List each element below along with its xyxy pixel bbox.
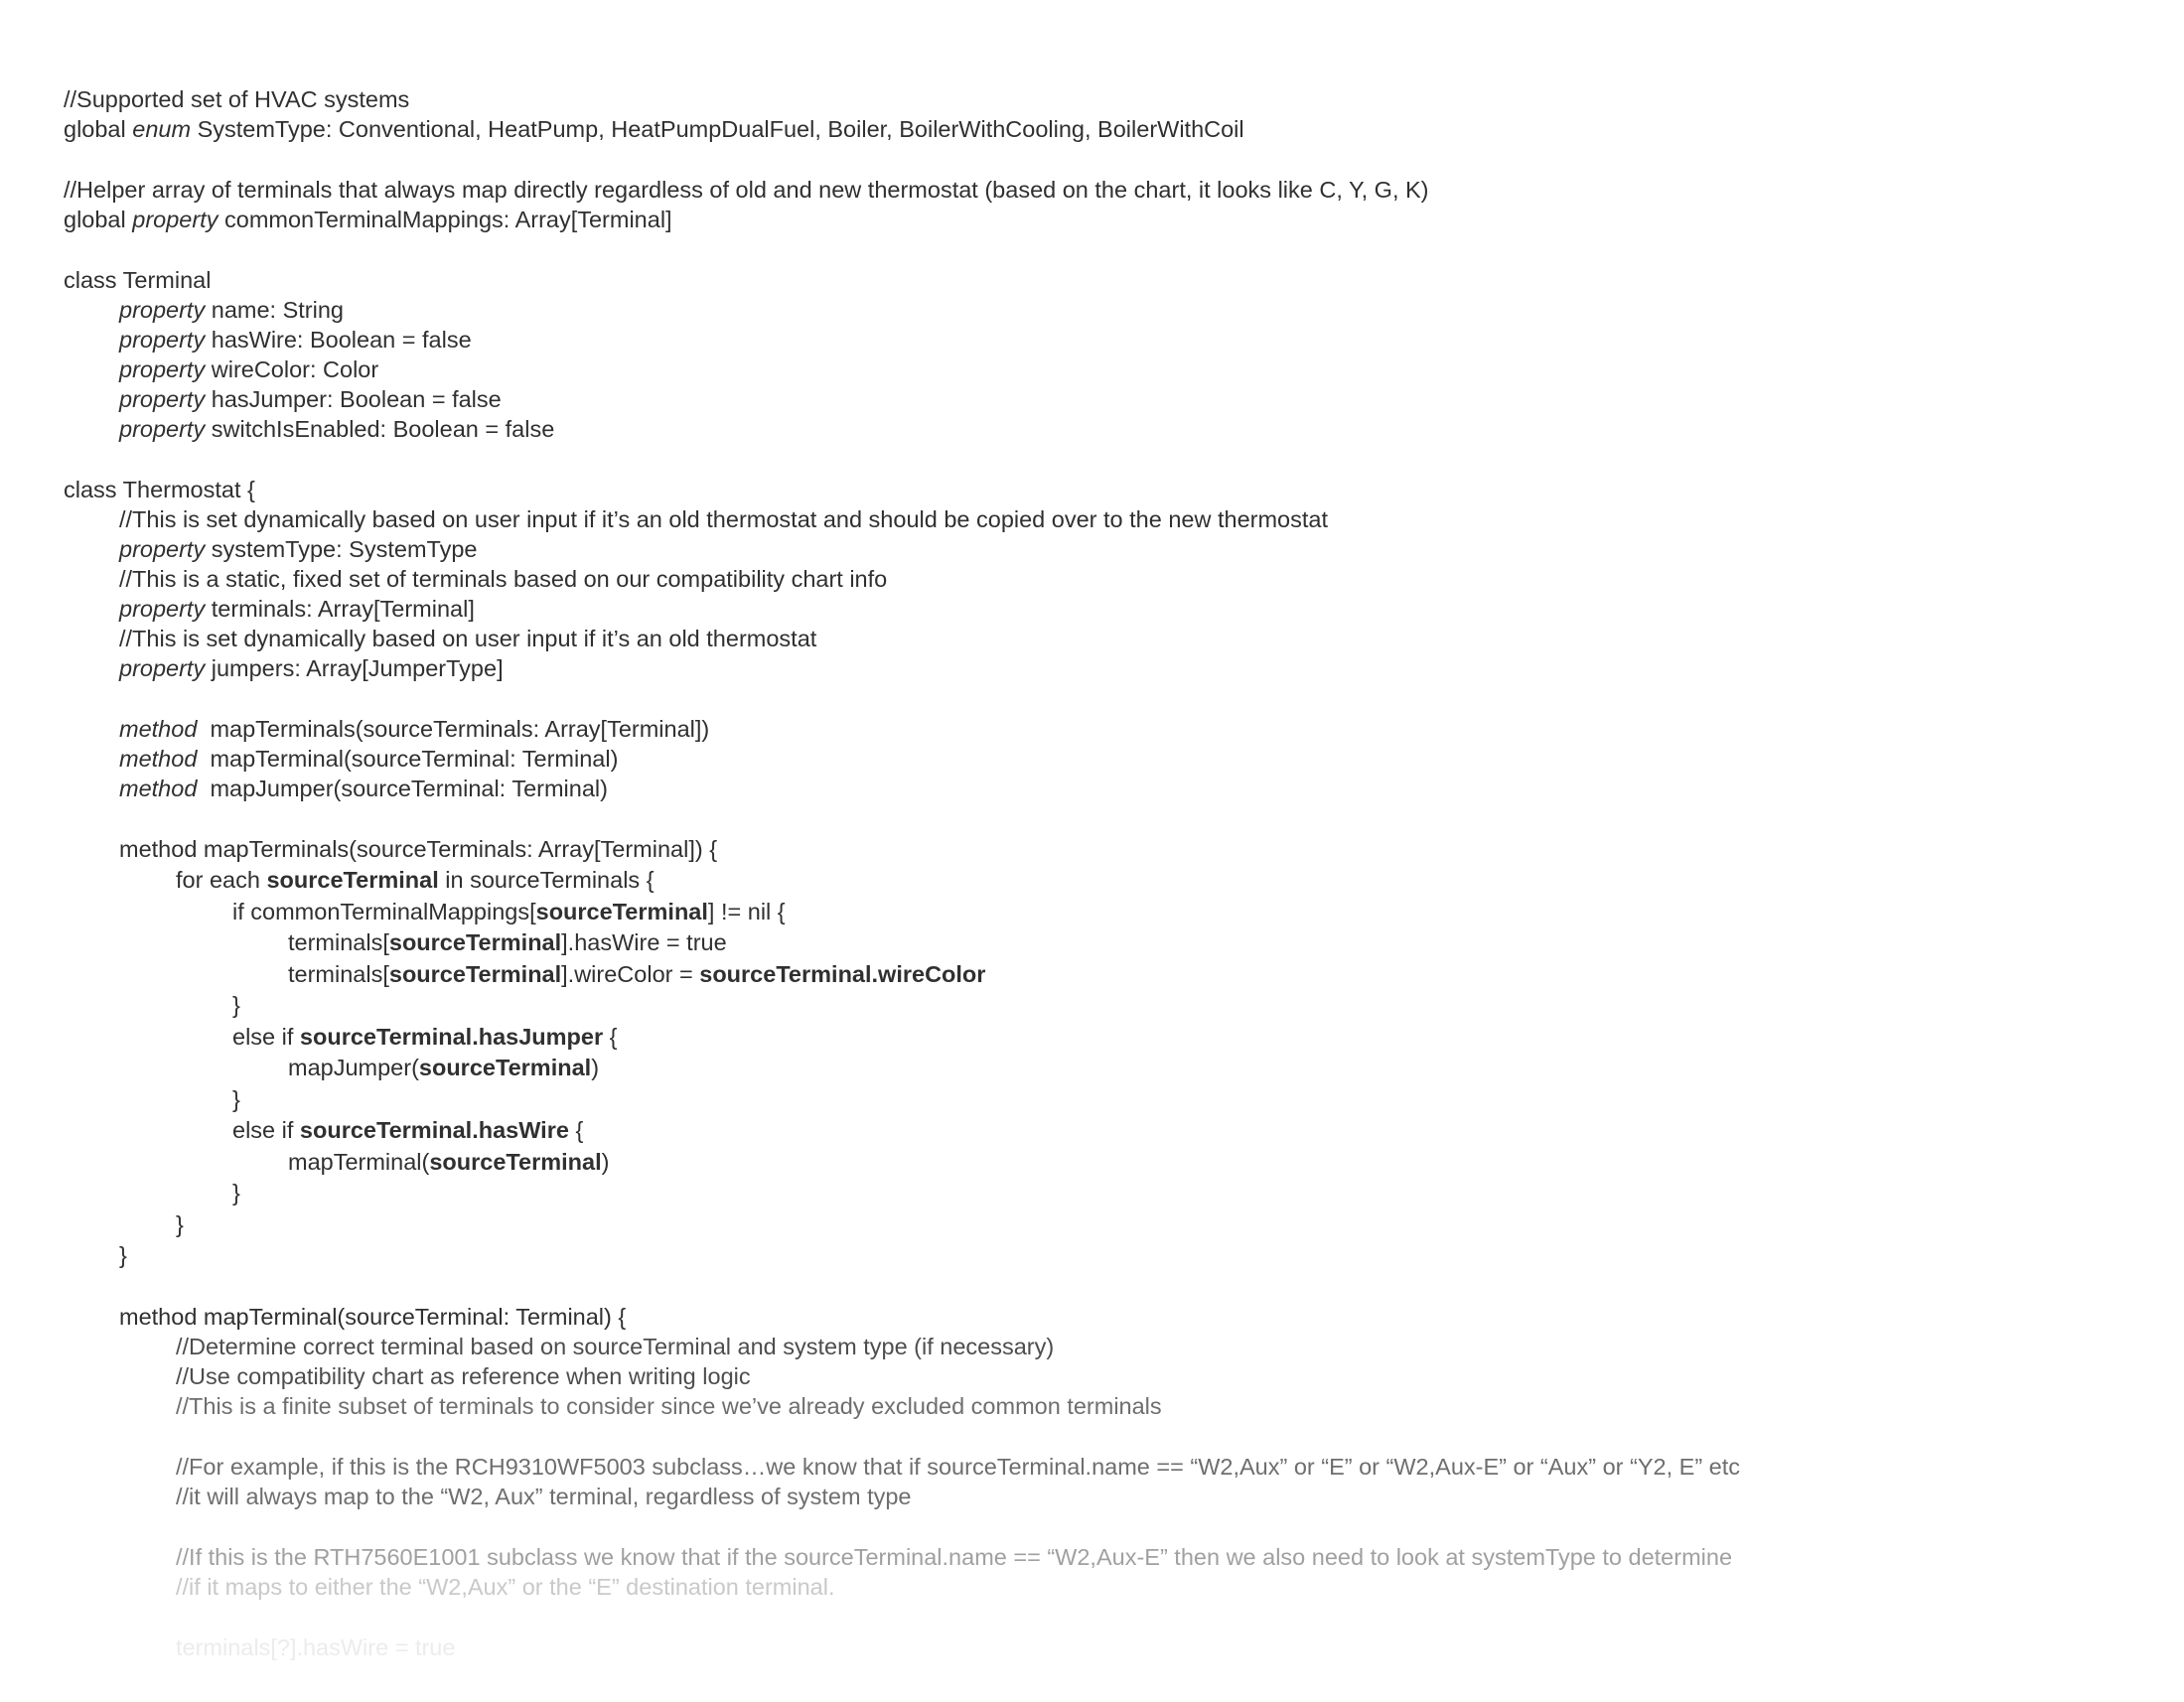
code-text: //This is set dynamically based on user input if it’s an old thermostat and should be copied over to the new thermostat: [119, 506, 1329, 532]
keyword: property: [119, 356, 206, 382]
code-line: [119, 653, 504, 683]
code-text: mapJumper(sourceTerminal: Terminal): [197, 776, 608, 801]
code-text: //Use compatibility chart as reference when writing logic: [176, 1363, 751, 1389]
code-line: [64, 114, 1244, 144]
keyword: property: [119, 386, 206, 412]
code-text: ] != nil {: [707, 899, 786, 924]
code-line: [232, 1084, 240, 1114]
code-text: jumpers: Array[JumperType]: [205, 655, 504, 681]
bold-identifier: sourceTerminal.wireColor: [699, 961, 986, 987]
code-line: [232, 1115, 583, 1145]
code-text: name: String: [205, 297, 344, 323]
code-text: global: [64, 116, 133, 142]
code-text: terminals[: [288, 929, 389, 955]
code-text: else if: [232, 1024, 300, 1050]
bold-identifier: sourceTerminal: [388, 929, 562, 955]
code-line: [64, 84, 409, 114]
keyword: property: [132, 207, 218, 232]
code-text: if commonTerminalMappings[: [232, 899, 536, 924]
code-text: ].hasWire = true: [561, 929, 727, 955]
code-text: //it will always map to the “W2, Aux” terminal, regardless of system type: [176, 1484, 912, 1509]
code-text: class Thermostat {: [64, 477, 255, 502]
code-line: [232, 990, 240, 1020]
code-text: SystemType: Conventional, HeatPump, HeatPumpDualFuel, Boiler, BoilerWithCooling, BoilerWithCoil: [191, 116, 1244, 142]
bold-identifier: sourceTerminal.hasJumper: [299, 1024, 604, 1050]
code-text: hasJumper: Boolean = false: [205, 386, 502, 412]
code-line: [232, 1178, 240, 1207]
code-text: systemType: SystemType: [205, 536, 478, 562]
code-line: [232, 897, 786, 926]
bold-identifier: sourceTerminal.hasWire: [299, 1117, 569, 1143]
code-line: [176, 1452, 1740, 1482]
keyword: property: [119, 655, 206, 681]
code-line: [176, 1482, 912, 1511]
keyword: method: [119, 776, 198, 801]
code-line: [119, 774, 608, 803]
bold-identifier: sourceTerminal: [429, 1149, 602, 1175]
code-text: //Helper array of terminals that always map directly regardless of old and new thermostat (based on the chart, it looks like C, Y, G, K): [64, 177, 1429, 203]
bold-identifier: sourceTerminal: [266, 867, 439, 893]
code-text: //For example, if this is the RCH9310WF5003 subclass…we know that if sourceTerminal.name == “W2,Aux” or “E” or “W2,Aux-E” or “Aux” or “Y2, E” etc: [176, 1454, 1741, 1480]
code-text: global: [64, 207, 133, 232]
code-text: mapTerminal(sourceTerminal: Terminal): [197, 746, 619, 772]
code-line: [288, 1053, 599, 1082]
keyword: method: [119, 716, 198, 742]
code-text: mapJumper(: [288, 1055, 419, 1080]
code-line: [176, 1209, 184, 1239]
bold-identifier: sourceTerminal: [388, 961, 562, 987]
code-line: [232, 1022, 618, 1052]
code-text: switchIsEnabled: Boolean = false: [205, 416, 555, 442]
code-line: [119, 834, 717, 864]
code-text: {: [568, 1117, 584, 1143]
keyword: enum: [132, 116, 192, 142]
bold-identifier: sourceTerminal: [535, 899, 708, 924]
code-text: terminals[: [288, 961, 389, 987]
code-text: ].wireColor =: [561, 961, 700, 987]
code-line: [119, 534, 477, 564]
bold-identifier: sourceTerminal: [418, 1055, 592, 1080]
code-text: method mapTerminals(sourceTerminals: Array[Terminal]) {: [119, 836, 718, 862]
code-text: //This is a static, fixed set of terminals based on our compatibility chart info: [119, 566, 888, 592]
code-line: [288, 1147, 609, 1177]
code-line: [119, 295, 344, 325]
code-text: //if it maps to either the “W2,Aux” or the “E” destination terminal.: [176, 1574, 835, 1600]
code-line: [119, 744, 618, 774]
code-text: hasWire: Boolean = false: [205, 327, 472, 353]
code-line: [64, 265, 211, 295]
code-text: //This is set dynamically based on user input if it’s an old thermostat: [119, 626, 817, 651]
code-text: for each: [176, 867, 267, 893]
code-line: [64, 175, 1429, 205]
code-line: [176, 1361, 751, 1391]
code-text: {: [603, 1024, 618, 1050]
keyword: property: [119, 297, 206, 323]
code-line: [176, 1391, 1162, 1421]
code-text: ): [601, 1149, 610, 1175]
code-line: [119, 1302, 626, 1332]
code-line: [119, 564, 887, 594]
code-text: class Terminal: [64, 267, 212, 293]
code-line: [176, 1542, 1732, 1572]
code-text: mapTerminals(sourceTerminals: Array[Terminal]): [197, 716, 710, 742]
code-text: method mapTerminal(sourceTerminal: Terminal) {: [119, 1304, 627, 1330]
code-text: }: [232, 1180, 240, 1206]
code-text: }: [176, 1211, 184, 1237]
code-line: [288, 927, 727, 957]
code-text: in sourceTerminals {: [438, 867, 655, 893]
code-text: else if: [232, 1117, 300, 1143]
code-text: terminals: Array[Terminal]: [205, 596, 475, 622]
code-line: [176, 1632, 455, 1662]
code-line: [119, 414, 554, 444]
code-text: wireColor: Color: [205, 356, 379, 382]
code-text: //If this is the RTH7560E1001 subclass we know that if the sourceTerminal.name == “W2,Aux-E” then we also need to look at systemType to determine: [176, 1544, 1733, 1570]
code-text: ): [591, 1055, 600, 1080]
keyword: property: [119, 596, 206, 622]
code-line: [119, 504, 1328, 534]
keyword: property: [119, 416, 206, 442]
code-text: terminals[?].hasWire = true: [176, 1634, 456, 1660]
code-line: [64, 205, 672, 234]
code-line: [119, 325, 472, 355]
code-line: [119, 624, 816, 653]
code-text: //This is a finite subset of terminals to consider since we’ve already excluded common terminals: [176, 1393, 1162, 1419]
code-line: [176, 1332, 1054, 1361]
code-text: }: [119, 1242, 127, 1268]
code-line: [176, 1572, 835, 1602]
keyword: method: [119, 746, 198, 772]
code-text: }: [232, 1086, 240, 1112]
code-line: [119, 594, 475, 624]
code-line: [288, 959, 985, 989]
keyword: property: [119, 327, 206, 353]
keyword: property: [119, 536, 206, 562]
code-line: [119, 384, 502, 414]
code-text: //Supported set of HVAC systems: [64, 86, 410, 112]
code-text: //Determine correct terminal based on sourceTerminal and system type (if necessary): [176, 1334, 1055, 1359]
code-line: [64, 475, 255, 504]
code-text: commonTerminalMappings: Array[Terminal]: [218, 207, 672, 232]
code-text: }: [232, 992, 240, 1018]
code-line: [119, 714, 709, 744]
code-text: mapTerminal(: [288, 1149, 430, 1175]
code-line: [119, 1240, 127, 1270]
code-line: [119, 355, 378, 384]
code-line: [176, 865, 655, 895]
